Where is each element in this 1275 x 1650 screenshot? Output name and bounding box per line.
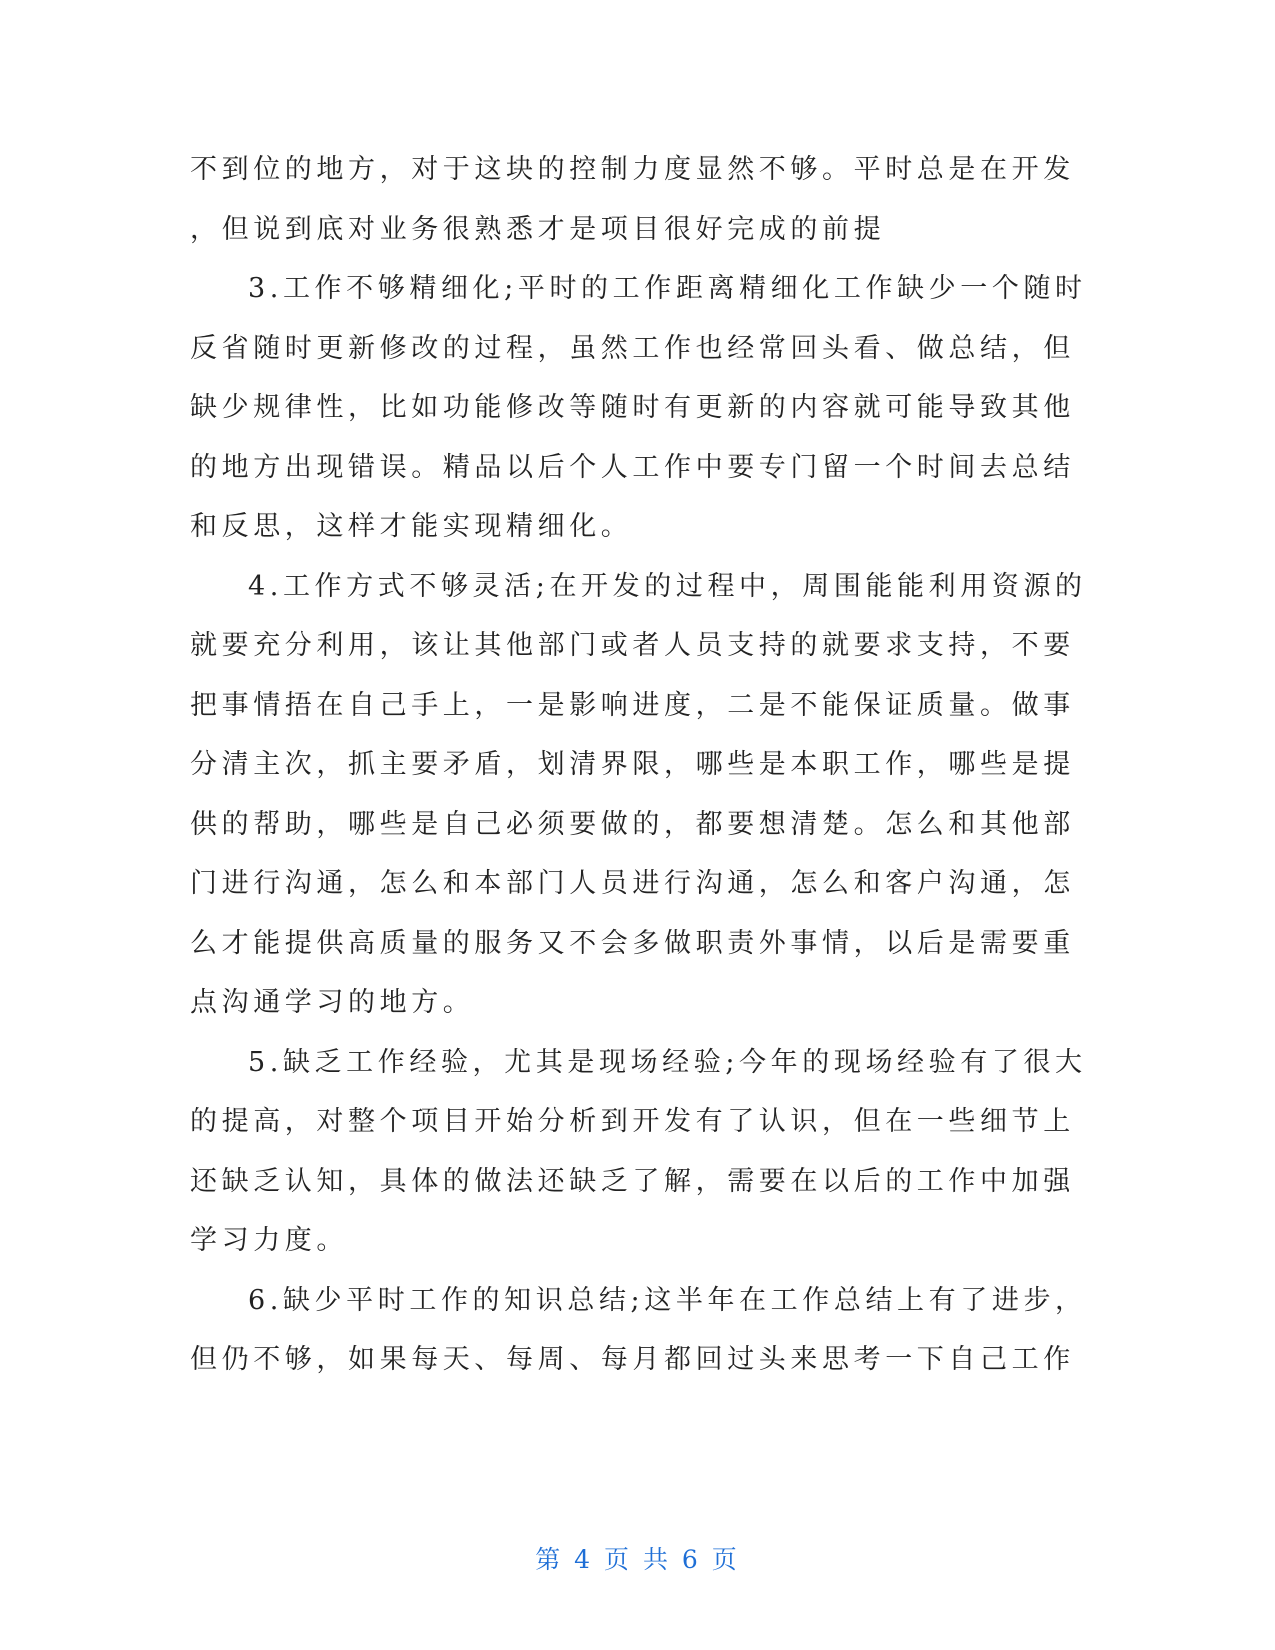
text-line: 还缺乏认知，具体的做法还缺乏了解，需要在以后的工作中加强 <box>190 1165 1075 1197</box>
text-line: 的地方出现错误。精品以后个人工作中要专门留一个时间去总结 <box>190 451 1075 483</box>
text-line: 反省随时更新修改的过程，虽然工作也经常回头看、做总结，但 <box>190 332 1075 364</box>
text-line: 门进行沟通，怎么和本部门人员进行沟通，怎么和客户沟通，怎 <box>190 868 1075 899</box>
text-line: 3.工作不够精细化;平时的工作距离精细化工作缺少一个随时 <box>248 273 1087 304</box>
text-line: 和反思，这样才能实现精细化。 <box>190 511 633 542</box>
text-line: 4.工作方式不够灵活;在开发的过程中，周围能能利用资源的 <box>248 570 1087 602</box>
text-line: 但仍不够，如果每天、每周、每月都回过头来思考一下自己工作 <box>190 1344 1075 1375</box>
page-number-footer: 第 4 页 共 6 页 <box>535 1545 740 1574</box>
body-text <box>190 140 1087 1390</box>
text-line: 缺少规律性，比如功能修改等随时有更新的内容就可能导致其他 <box>190 392 1075 423</box>
text-line: 学习力度。 <box>190 1225 348 1256</box>
text-line: ，但说到底对业务很熟悉才是项目很好完成的前提 <box>190 213 886 245</box>
text-line: 不到位的地方，对于这块的控制力度显然不够。平时总是在开发 <box>190 154 1075 185</box>
text-line: 么才能提供高质量的服务又不会多做职责外事情，以后是需要重 <box>190 927 1075 959</box>
text-line: 把事情捂在自己手上，一是影响进度，二是不能保证质量。做事 <box>190 689 1075 721</box>
text-line: 就要充分利用，该让其他部门或者人员支持的就要求支持，不要 <box>190 630 1075 661</box>
text-line: 6.缺少平时工作的知识总结;这半年在工作总结上有了进步， <box>248 1284 1087 1316</box>
text-line: 分清主次，抓主要矛盾，划清界限，哪些是本职工作，哪些是提 <box>190 749 1075 780</box>
text-line: 点沟通学习的地方。 <box>190 987 475 1018</box>
text-line: 供的帮助，哪些是自己必须要做的，都要想清楚。怎么和其他部 <box>190 808 1075 840</box>
text-line: 5.缺乏工作经验，尤其是现场经验;今年的现场经验有了很大 <box>248 1046 1087 1078</box>
text-line: 的提高，对整个项目开始分析到开发有了认识，但在一些细节上 <box>190 1106 1075 1137</box>
